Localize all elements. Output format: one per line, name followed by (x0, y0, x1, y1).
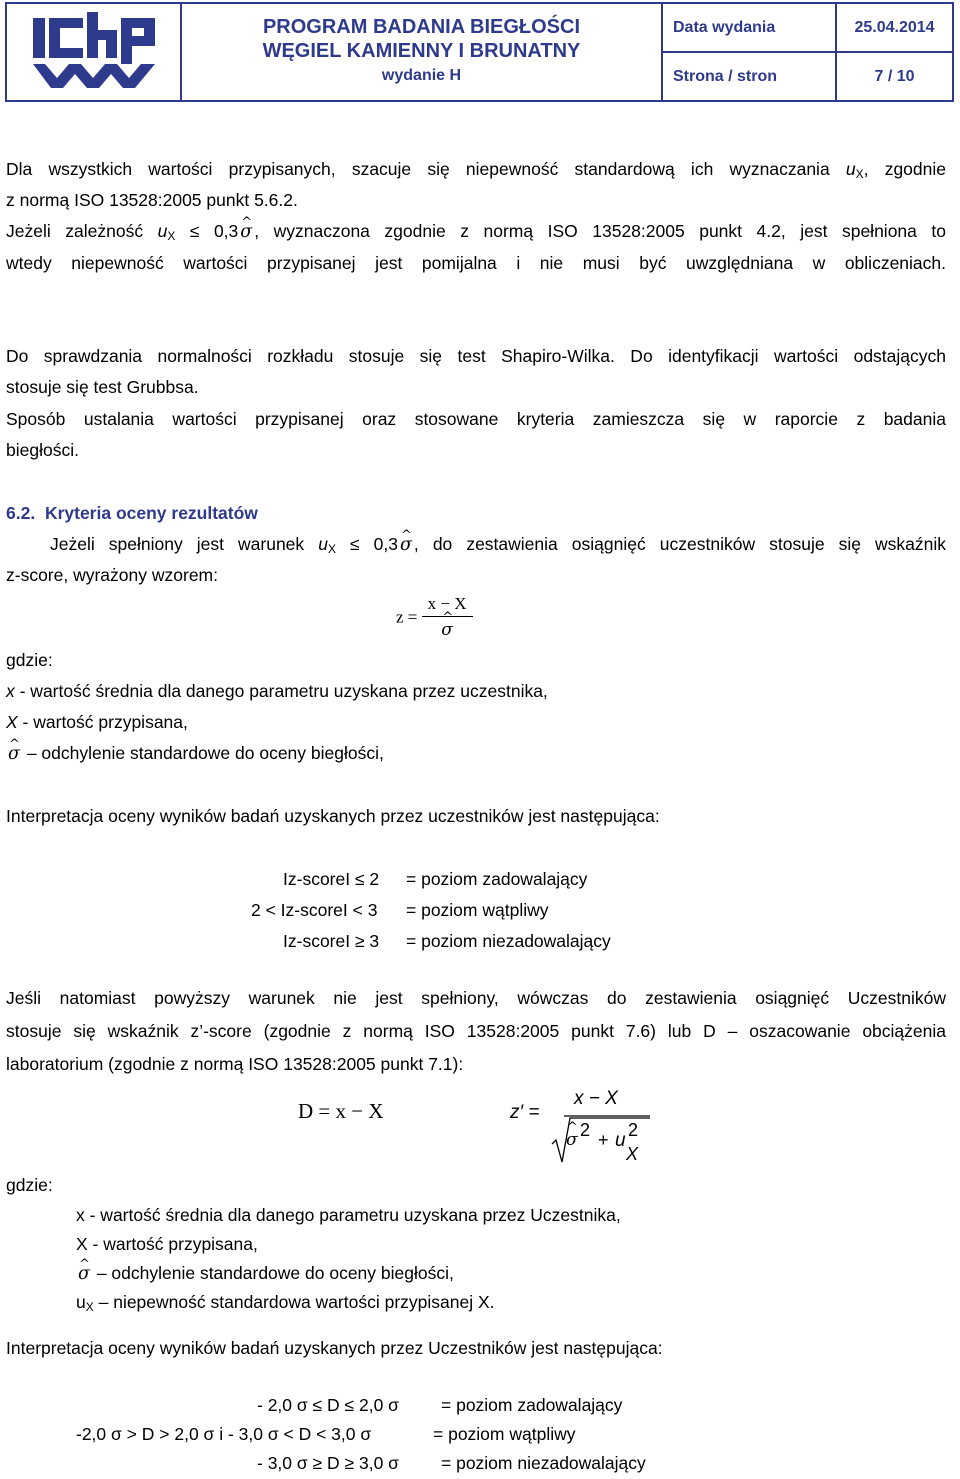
def-sigma (6, 738, 946, 770)
text: Dla wszystkich wartości przypisanych, szacuje się niepewność standardową ich wyznaczania (6, 159, 846, 179)
logo-cell (6, 3, 181, 101)
fraction (422, 592, 473, 643)
section-number: 6.2. (6, 503, 36, 523)
u-symbol: u (615, 1130, 626, 1151)
ichpw-logo (31, 12, 157, 88)
sigma-hat-symbol: ^ σ (439, 617, 455, 643)
sigma-hat-symbol: ^ σ (76, 1259, 92, 1290)
d-criterion-3-cond: - 3,0 σ ≥ D ≥ 3,0 σ (257, 1453, 399, 1473)
sigma-hat-symbol: ^ σ (238, 217, 254, 248)
text: Jeżeli zależność (6, 221, 158, 241)
edition: wydanie H (381, 67, 462, 84)
formula-z (396, 592, 473, 643)
paragraph-zprime-line-1: Jeśli natomiast powyższy warunek nie jest spełniony, wówczas do zestawienia osiągnięć Uczestników (6, 988, 946, 1008)
u-description: – niepewność standardowa wartości przypisanej X. (93, 1292, 495, 1312)
def-x (6, 676, 946, 707)
interpretation-2: Interpretacja oceny wyników badań uzyskanych przez Uczestników jest następująca: (6, 1338, 663, 1358)
minus: − (440, 594, 450, 613)
u-subscript: X (167, 229, 176, 243)
def2-u (76, 1287, 946, 1323)
paragraph-zprime-line-2: stosuje się wskaźnik z’-score (zgodnie z normą ISO 13528:2005 punkt 7.6) lub D – oszacowanie obciążenia (6, 1021, 946, 1041)
d-criterion-1-result: = poziom zadowalający (441, 1395, 623, 1415)
x-symbol: x (427, 594, 437, 613)
paragraph-zscore-line-2: z-score, wyrażony wzorem: (6, 565, 218, 585)
def2-sigma (76, 1258, 946, 1290)
def2-X: X - wartość przypisana, (76, 1234, 258, 1254)
text: , zgodnie (863, 159, 946, 179)
def-X (6, 707, 946, 738)
text: Jeżeli spełniony jest warunek (50, 534, 319, 554)
u-subscript: X (85, 1300, 94, 1314)
criterion-3-cond: Iz-scoreI ≥ 3 (283, 931, 380, 951)
sigma-description: – odchylenie standardowe do oceny biegłości, (91, 1263, 454, 1283)
where-label-2: gdzie: (6, 1175, 53, 1195)
text: ≤ 0,3 (175, 221, 239, 241)
formula-z-prime (510, 1088, 660, 1168)
denominator (422, 617, 473, 643)
interpretation-1: Interpretacja oceny wyników badań uzyskanych przez uczestników jest następująca: (6, 806, 660, 826)
u-subscript: X (855, 167, 864, 181)
x-symbol: x (6, 681, 15, 701)
date-label: Data wydania (662, 3, 836, 52)
def2-x: x - wartość średnia dla danego parametru uzyskana przez Uczestnika, (76, 1205, 621, 1225)
d-criterion-3-result: = poziom niezadowalający (441, 1453, 646, 1473)
criterion-1-cond: Iz-scoreI ≤ 2 (283, 869, 380, 889)
text: , wyznaczona zgodnie z normą ISO 13528:2005 punkt 4.2, jest spełniona to (254, 221, 946, 241)
program-title (181, 3, 662, 101)
paragraph-tests-line-1: Do sprawdzania normalności rozkładu stosuje się test Shapiro-Wilka. Do identyfikacji wartości odstających (6, 346, 946, 366)
paragraph-method-line-2: biegłości. (6, 440, 79, 460)
paragraph-tests-line-2: stosuje się test Grubbsa. (6, 377, 199, 397)
X-description: - wartość przypisana, (17, 712, 188, 732)
section-title: Kryteria oceny rezultatów (44, 503, 258, 523)
square-exponent: 2 (628, 1120, 639, 1140)
plus: + (598, 1130, 609, 1150)
u-subscript: X (626, 1144, 639, 1164)
paragraph-condition (6, 216, 946, 252)
x-description: - wartość średnia dla danego parametru uzyskana przez uczestnika, (14, 681, 548, 701)
criterion-2-result: = poziom wątpliwy (406, 900, 549, 920)
u-symbol: u (318, 534, 328, 554)
d-criterion-2-cond: -2,0 σ > D > 2,0 σ i - 3,0 σ < D < 3,0 σ (76, 1424, 372, 1444)
document-header (5, 2, 954, 102)
square-exponent: 2 (580, 1120, 591, 1140)
paragraph-condition-line-2: wtedy niepewność wartości przypisanej jest pomijalna i nie musi być uwzględniana w obliczeniach. (6, 253, 946, 273)
X-symbol: X (454, 594, 467, 613)
u-symbol: u (157, 221, 168, 241)
paragraph-uncertainty-1-line-2: z normą ISO 13528:2005 punkt 5.6.2. (6, 190, 298, 210)
paragraph-zprime-line-3: laboratorium (zgodnie z normą ISO 13528:2005 punkt 7.1): (6, 1054, 464, 1074)
u-symbol: u (76, 1292, 86, 1312)
text: , do zestawienia osiągnięć uczestników stosuje się wskaźnik (413, 534, 947, 554)
sigma-description: – odchylenie standardowe do oceny biegłości, (21, 743, 384, 763)
title-line-1: PROGRAM BADANIA BIEGŁOŚCI (262, 16, 581, 38)
formula-D: D = x − X (298, 1099, 384, 1123)
criterion-1-result: = poziom zadowalający (406, 869, 588, 889)
u-symbol: u (845, 159, 856, 179)
numerator: x − X (574, 1088, 618, 1109)
section-heading (6, 498, 946, 529)
X-symbol: X (6, 712, 18, 732)
criterion-3-result: = poziom niezadowalający (406, 931, 611, 951)
text: ≤ 0,3 (335, 534, 398, 554)
title-line-2: WĘGIEL KAMIENNY I BRUNATNY (262, 40, 581, 62)
paragraph-method-line-1: Sposób ustalania wartości przypisanej oraz stosowane kryteria zamieszcza się w raporcie z badania (6, 409, 946, 429)
criterion-2-cond: 2 < Iz-scoreI < 3 (251, 900, 378, 920)
date-value: 25.04.2014 (836, 3, 953, 52)
formula-lhs: z′ = (510, 1102, 540, 1123)
sigma-hat-symbol: ^ σ (564, 1130, 580, 1150)
u-subscript: X (327, 542, 336, 556)
formula-lhs: z = (396, 607, 418, 627)
d-criterion-1-cond: - 2,0 σ ≤ D ≤ 2,0 σ (257, 1395, 399, 1415)
page-value: 7 / 10 (836, 52, 953, 101)
where-label-1: gdzie: (6, 650, 53, 670)
sigma-hat-symbol: ^ σ (398, 530, 414, 561)
d-criterion-2-result: = poziom wątpliwy (433, 1424, 576, 1444)
page-label: Strona / stron (662, 52, 836, 101)
sigma-hat-symbol: ^ σ (6, 739, 22, 770)
